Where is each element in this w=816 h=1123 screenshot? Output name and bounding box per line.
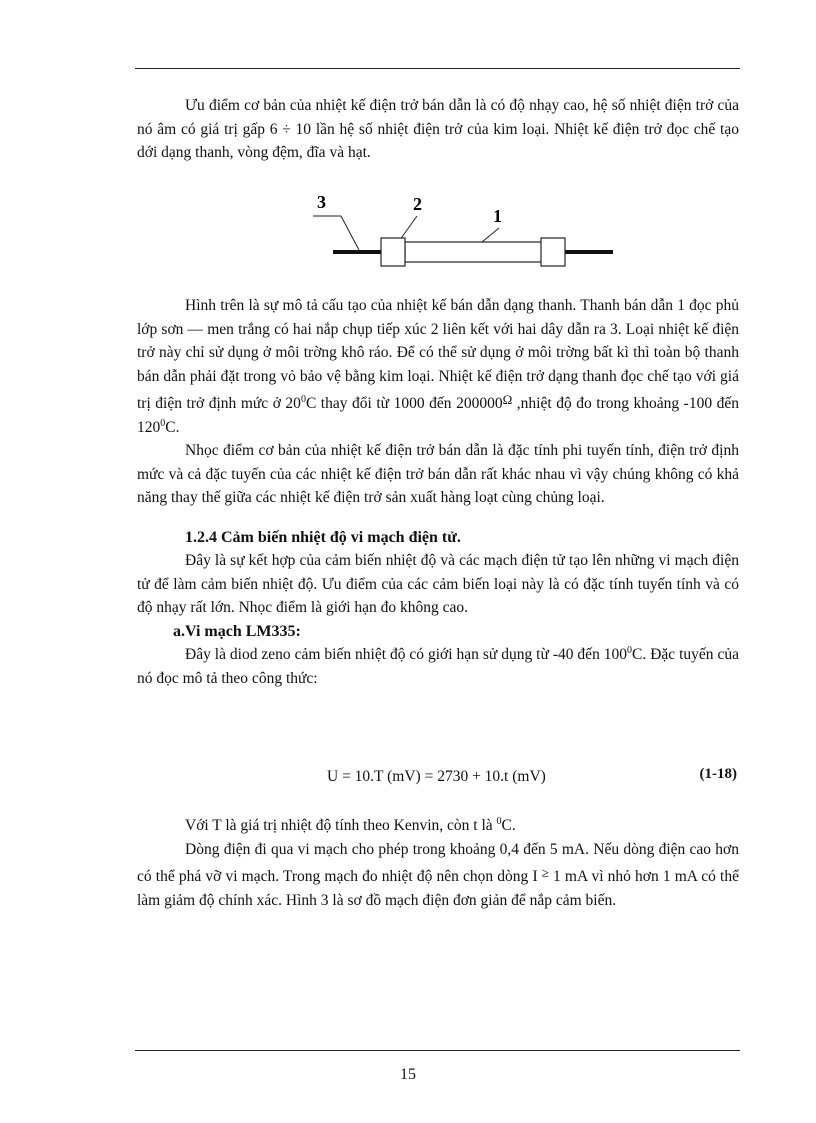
thermistor-rod-figure bbox=[305, 188, 625, 278]
section-heading: 1.2.4 Cảm biến nhiệt độ vi mạch điện tử. bbox=[185, 528, 461, 546]
leader-3-diagonal bbox=[341, 216, 359, 250]
figure-label-2: 2 bbox=[413, 194, 422, 214]
closing-block bbox=[137, 814, 739, 912]
geq-symbol: ≥ bbox=[541, 865, 549, 880]
paragraph-disadvantages: Nhọc điểm cơ bản của nhiệt kế điện trở bán dẫn là đặc tính phi tuyến tính, điện trở định mức và cả đặc tuyến của các nhiệt kế điện trở bán dẫn rất khác nhau vì vậy chúng không có khả năng thay thế giữa các nhiệt kế điện trở sản xuất hàng loạt cùng chủng loại. bbox=[137, 442, 739, 506]
body-block bbox=[137, 294, 739, 690]
equation-1-18 bbox=[137, 766, 739, 790]
paragraph-current: Dòng điện đi qua vi mạch cho phép trong khoảng 0,4 đến 5 mA. Nếu dòng điện cao hơn có thể phá vỡ vi mạch. Trong mạch đo nhiệt độ nên chọn dòng I ≥ 1 mA vì nhỏ hơn 1 mA có thể làm giảm độ chính xác. Hình 3 là sơ đồ mạch điện đơn giản để nắp cảm biến. bbox=[137, 840, 739, 909]
header-rule bbox=[135, 68, 740, 69]
figure-label-3: 3 bbox=[317, 192, 326, 212]
contact-cap-left bbox=[381, 238, 405, 266]
page-number: 15 bbox=[400, 1066, 416, 1083]
subheading-lm335: a.Vi mạch LM335: bbox=[173, 622, 301, 640]
equation-number: (1-18) bbox=[699, 766, 737, 782]
paragraph-rod-description: Hình trên là sự mô tả cấu tạo của nhiệt kế bán dẫn dạng thanh. Thanh bán dẫn 1 đọc phủ lớp sơn — men trắng có hai nắp chụp tiếp xúc 2 liên kết với hai dây dẫn ra 3. Loại nhiệt kế điện trở này chỉ sử dụng ở môi trờng khô ráo. Để có thể sử dụng ở môi trờng bất kì thì toàn bộ thanh bán dẫn phải đặt trong vỏ bảo vệ bằng kim loại. Nhiệt kế điện trở dạng thanh đọc chế tạo với giá trị điện trở định mức ở $20^0C$ thay đổi từ 1000 đến $200000^\Omega$ ,nhiệt độ đo trong khoảng -100 đến $120^0C$. bbox=[137, 297, 740, 436]
footer-rule bbox=[135, 1050, 740, 1051]
intro-block bbox=[137, 94, 739, 165]
paragraph-lm335: Đây là diod zeno cảm biến nhiệt độ có giới hạn sử dụng từ -40 đến $100^0C$. Đặc tuyến của nó đọc mô tả theo công thức: bbox=[137, 645, 739, 687]
equation-formula: U = 10.T (mV) = 2730 + 10.t (mV) bbox=[327, 768, 546, 785]
paragraph-ic-sensor: Đây là sự kết hợp của cảm biến nhiệt độ và các mạch điện tử tạo lên những vi mạch điện tử để làm cảm biến nhiệt độ. Ưu điểm của các cảm biến loại này là có đặc tính tuyến tính và có độ nhạy rất lớn. Nhọc điểm là giới hạn đo không cao. bbox=[137, 552, 739, 616]
ohm-symbol: Ω bbox=[502, 392, 513, 407]
semiconductor-rod bbox=[405, 242, 543, 262]
paragraph-kelvin: Với T là giá trị nhiệt độ tính theo Kenvin, còn t là $^0$C. bbox=[185, 816, 516, 834]
paragraph-advantages: Ưu điểm cơ bản của nhiệt kế điện trở bán dẫn là có độ nhạy cao, hệ số nhiệt điện trở của nó âm có giá trị gấp 6 ÷ 10 lần hệ số nhiệt điện trở của kim loại. Nhiệt kế điện trở đọc chế tạo dới dạng thanh, vòng đệm, đĩa và hạt. bbox=[137, 97, 739, 161]
contact-cap-right bbox=[541, 238, 565, 266]
figure-label-1: 1 bbox=[493, 206, 502, 226]
